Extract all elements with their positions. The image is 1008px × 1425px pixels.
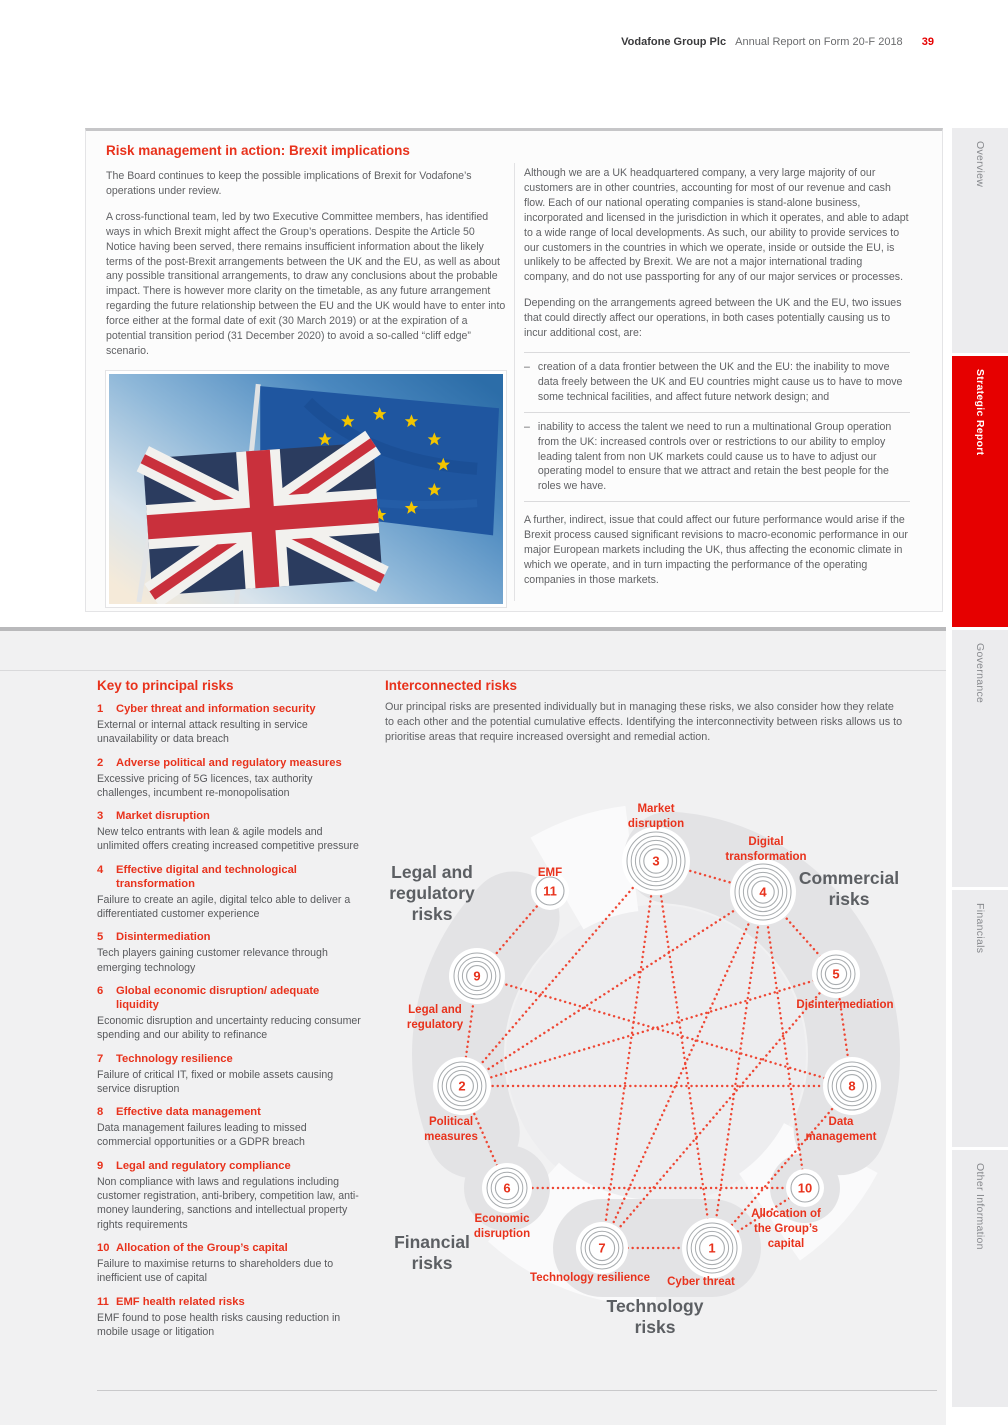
risk-title bbox=[97, 930, 363, 944]
bullet-text: creation of a data frontier between the UK and the EU: the inability to move data freely between the UK and EU countries might cause us to have to move some technical facilities, and affect future network design; and bbox=[537, 360, 903, 403]
interconnected-intro: Our principal risks are presented individually but in managing these risks, we also consider how they relate to each other and the potential cumulative effects. Identifying the interconnectivity between risks allows us to prioritise areas that require increased oversight and remedial action. bbox=[385, 701, 903, 744]
risk-node-label: disruption bbox=[473, 1228, 531, 1240]
risk-description: Excessive pricing of 5G licences, tax authority challenges, incumbent re-monopolisation bbox=[97, 772, 313, 799]
risks-panel bbox=[0, 631, 946, 1425]
risk-title bbox=[97, 1295, 363, 1309]
page-header bbox=[621, 36, 934, 48]
paragraph: Although we are a UK headquartered company, a very large majority of our customers are in other countries, accounting for most of our revenue and cash flow. Each of our national operating companies is stand-alone business, incorporated and licensed in the jurisdiction in which it operates, and able to adapt to a wide range of local developments. As such, our ability to provide services to our customers in the countries in which we operate, inside or outside the EU, is unlikely to be affected by Brexit. We are not a major international trading company, and do not use passporting for any of our major services or processes. bbox=[524, 167, 909, 284]
risk-number: 8 bbox=[97, 1106, 104, 1119]
risk-group-label: risks bbox=[634, 1317, 676, 1337]
risk-node-number: 7 bbox=[598, 1240, 606, 1256]
risk-number: 6 bbox=[97, 984, 104, 997]
risk-description: Non compliance with laws and regulations including customer registration, anti-bribery, competition law, anti-money laundering, sanctions and intellectual property rights requirements bbox=[97, 1175, 359, 1231]
risk-title-text: Effective digital and technological transformation bbox=[116, 863, 297, 890]
paragraph: The Board continues to keep the possible implications of Brexit for Vodafone’s operations under review. bbox=[106, 170, 472, 197]
risk-node-label: transformation bbox=[725, 851, 807, 863]
risk-description: Tech players gaining customer relevance through emerging technology bbox=[97, 947, 328, 974]
risk-node-label: measures bbox=[424, 1131, 478, 1143]
interconnected-diagram bbox=[378, 772, 944, 1425]
page-number: 39 bbox=[921, 36, 934, 48]
brexit-right-col bbox=[524, 166, 910, 599]
risk-node-label: Disintermediation bbox=[796, 999, 894, 1011]
tab-label: Overview bbox=[974, 141, 986, 188]
risk-node-label: Allocation of bbox=[751, 1208, 821, 1220]
risk-number: 1 bbox=[97, 703, 104, 715]
risk-title bbox=[97, 1159, 363, 1173]
risk-title bbox=[97, 1052, 363, 1066]
uk-eu-flags-image bbox=[109, 374, 503, 604]
tab-label: Other Information bbox=[974, 1163, 986, 1250]
risk-group-label: risks bbox=[411, 904, 453, 924]
risk-title-text: EMF health related risks bbox=[116, 1295, 245, 1308]
risk-group-label: regulatory bbox=[389, 883, 475, 903]
risk-description: Data management failures leading to missed commercial opportunities or a GDPR breach bbox=[97, 1122, 307, 1149]
tab-label: Strategic Report bbox=[974, 369, 986, 456]
risk-number: 9 bbox=[97, 1159, 104, 1172]
tab-overview[interactable] bbox=[952, 128, 1008, 353]
risk-item-6 bbox=[97, 984, 363, 1043]
risk-node-number: 8 bbox=[848, 1078, 856, 1094]
risk-group-label: Commercial bbox=[798, 868, 900, 888]
risk-item-10 bbox=[97, 1241, 363, 1286]
risk-node-number: 6 bbox=[503, 1180, 511, 1196]
bullet-item bbox=[524, 412, 910, 503]
risk-node-label: Economic bbox=[474, 1213, 530, 1225]
risk-description: Failure to create an agile, digital telco able to deliver a differentiated customer experience bbox=[97, 893, 351, 921]
risk-description: New telco entrants with lean & agile models and unlimited offers creating increased competitive pressure bbox=[97, 826, 359, 853]
bullet-item bbox=[524, 352, 910, 412]
risk-node-label: Data bbox=[828, 1116, 854, 1128]
risk-node-label: capital bbox=[767, 1238, 805, 1250]
risk-group-label: Legal and bbox=[391, 862, 473, 882]
risk-node-label: Market bbox=[637, 803, 675, 815]
risk-title-text: Cyber threat and information security bbox=[116, 703, 316, 715]
risk-node-number: 2 bbox=[458, 1078, 466, 1094]
risk-title bbox=[97, 756, 363, 770]
risk-item-1 bbox=[97, 702, 363, 747]
risk-node-label: EMF bbox=[537, 867, 563, 879]
risk-node-number: 4 bbox=[759, 884, 767, 900]
risk-number: 10 bbox=[97, 1241, 110, 1254]
risk-description: External or internal attack resulting in service unavailability or data breach bbox=[97, 719, 308, 746]
risk-number: 5 bbox=[97, 931, 104, 944]
tab-other-information[interactable] bbox=[952, 1150, 1008, 1407]
risk-node-label: Political bbox=[428, 1116, 474, 1128]
risk-description: Failure of critical IT, fixed or mobile assets causing service disruption bbox=[97, 1068, 334, 1095]
risk-title bbox=[97, 863, 363, 891]
risk-node-label: regulatory bbox=[406, 1019, 464, 1031]
risk-group-label: risks bbox=[828, 889, 870, 909]
brexit-bullets bbox=[524, 352, 910, 502]
bullet-dash: – bbox=[524, 360, 530, 373]
risk-node-number: 9 bbox=[473, 968, 481, 984]
risk-title-text: Global economic disruption/ adequate liquidity bbox=[116, 984, 320, 1011]
risk-node-number: 5 bbox=[832, 966, 840, 982]
risk-group-label: Technology bbox=[606, 1296, 704, 1316]
risk-number: 7 bbox=[97, 1052, 104, 1065]
risk-item-9 bbox=[97, 1159, 363, 1232]
tab-strategic-report[interactable] bbox=[952, 356, 1008, 627]
risk-title-text: Allocation of the Group’s capital bbox=[116, 1241, 288, 1254]
risk-node-label: management bbox=[805, 1131, 877, 1143]
key-risks-list bbox=[97, 702, 363, 1339]
risk-description: Failure to maximise returns to shareholders due to inefficient use of capital bbox=[97, 1257, 334, 1285]
risk-title-text: Market disruption bbox=[116, 810, 210, 823]
brexit-left-col bbox=[106, 169, 506, 370]
risk-title bbox=[97, 1241, 363, 1255]
risk-node-number: 1 bbox=[708, 1240, 716, 1256]
tab-label: Governance bbox=[974, 643, 986, 704]
risk-node-label: Legal and bbox=[408, 1004, 462, 1016]
risk-number: 3 bbox=[97, 810, 104, 823]
key-risks-column bbox=[97, 678, 363, 1339]
risk-title bbox=[97, 984, 363, 1012]
risk-group-label: Financial bbox=[394, 1232, 470, 1252]
risk-node-number: 11 bbox=[543, 883, 557, 899]
risk-description: EMF found to pose health risks causing reduction in mobile usage or litigation bbox=[97, 1311, 341, 1338]
risk-title-text: Technology resilience bbox=[116, 1052, 233, 1065]
risk-node-label: Cyber threat bbox=[667, 1276, 735, 1288]
key-risks-title: Key to principal risks bbox=[97, 678, 234, 693]
company-name: Vodafone Group Plc bbox=[621, 36, 727, 48]
risk-group-label: risks bbox=[411, 1253, 453, 1273]
risk-item-4 bbox=[97, 863, 363, 922]
risk-item-5 bbox=[97, 930, 363, 975]
tab-governance[interactable] bbox=[952, 630, 1008, 887]
risk-title bbox=[97, 1105, 363, 1119]
risk-node-number: 3 bbox=[652, 853, 660, 869]
risk-number: 11 bbox=[97, 1295, 109, 1308]
interconnected-title: Interconnected risks bbox=[385, 678, 518, 693]
risk-node-label: the Group’s bbox=[753, 1223, 819, 1235]
risk-title-text: Disintermediation bbox=[116, 931, 211, 944]
risk-node-number: 10 bbox=[797, 1180, 813, 1196]
bullet-text: inability to access the talent we need to run a multinational Group operation from the UK: increased controls over or restrictions to our ability to employ leading talent from non UK markets could cause us to have to adjust our operating model to ensure that we attract and retain the best people for the roles we have. bbox=[537, 420, 892, 493]
risk-title-text: Adverse political and regulatory measures bbox=[116, 756, 342, 769]
brexit-section bbox=[85, 128, 943, 612]
paragraph: Depending on the arrangements agreed between the UK and the EU, two issues that could directly affect our operations, in both cases potentially causing us to incur additional cost, are: bbox=[524, 297, 902, 340]
risk-item-2 bbox=[97, 756, 363, 801]
risk-title-text: Effective data management bbox=[116, 1106, 261, 1119]
risk-number: 2 bbox=[97, 756, 104, 769]
risk-title bbox=[97, 702, 363, 716]
column-divider bbox=[514, 163, 515, 601]
section-title: Risk management in action: Brexit implications bbox=[106, 143, 410, 158]
risk-item-3 bbox=[97, 809, 363, 854]
risk-node-label: Digital bbox=[748, 836, 784, 848]
risk-item-7 bbox=[97, 1052, 363, 1097]
panel-hairline bbox=[0, 670, 946, 671]
risk-title-text: Legal and regulatory compliance bbox=[116, 1159, 291, 1172]
brexit-right-paras bbox=[524, 166, 910, 341]
report-title: Annual Report on Form 20-F 2018 bbox=[735, 36, 903, 48]
risk-item-11 bbox=[97, 1295, 363, 1340]
brexit-flags-photo bbox=[105, 370, 507, 608]
risk-item-8 bbox=[97, 1105, 363, 1150]
risk-title bbox=[97, 809, 363, 823]
tab-label: Financials bbox=[974, 903, 986, 954]
bullet-dash: – bbox=[524, 420, 530, 433]
tab-financials[interactable] bbox=[952, 890, 1008, 1147]
interconnected-column bbox=[385, 678, 915, 746]
closing-paragraph: A further, indirect, issue that could affect our future performance would arise if the Brexit process caused significant revisions to macro-economic performance in our major European markets including the UK, thus affecting the economic climate in which we operate, and in turn impacting the performance of the operating companies in those markets. bbox=[524, 514, 908, 586]
page-bottom-rule bbox=[97, 1390, 937, 1391]
side-tab-rail bbox=[952, 128, 1008, 1410]
risk-node-label: disruption bbox=[627, 818, 685, 830]
risk-number: 4 bbox=[97, 863, 104, 876]
paragraph: A cross-functional team, led by two Executive Committee members, has identified ways in which Brexit might affect the Group’s operations. Despite the Article 50 Notice having been served, there remains insufficient information about the likely terms of the post-Brexit arrangements between the UK and the EU, as well as about any possible transitional arrangements, to draw any conclusions about the probable impact. There is however more clarity on the timetable, as any future arrangement regarding the future relationship between the EU and the UK would have to enter into force either at the formal date of exit (30 March 2019) or at the expiration of a potential transition period (31 December 2020) to avoid a so-called “cliff edge” scenario. bbox=[106, 210, 506, 357]
risk-description: Economic disruption and uncertainty reducing consumer spending and our ability to refinance bbox=[97, 1014, 361, 1042]
risk-node-label: Technology resilience bbox=[530, 1272, 650, 1284]
